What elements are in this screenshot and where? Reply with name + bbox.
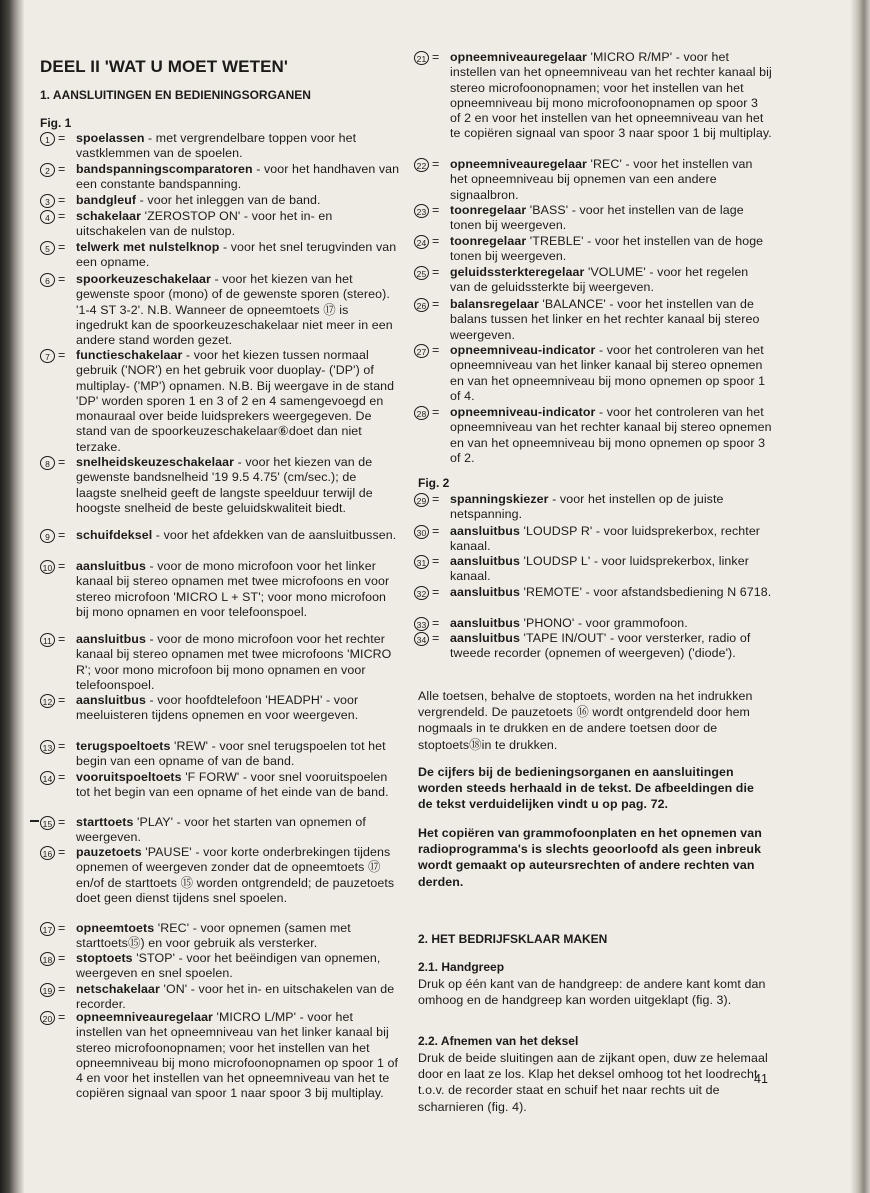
item-term: aansluitbus <box>76 559 146 573</box>
equals-sign: = <box>58 921 66 935</box>
equals-sign: = <box>58 739 66 753</box>
list-item <box>40 272 400 348</box>
item-term: aansluitbus <box>76 632 146 646</box>
item-text: - voor het kiezen van het gewenste spoor (mono) of de gewenste sporen (stereo). '1-4 ST 3-2'. N.B. Wanneer de opneemtoets ⑰ is ingedrukt kan de spoorkeuzeschakelaar niet meer in een andere stand worden gezet. <box>76 272 393 348</box>
item-number-badge: 30 <box>414 525 429 539</box>
item-body <box>450 297 772 343</box>
item-text: 'REW' - voor snel terugspoelen tot het begin van een opname of van de band. <box>76 739 386 769</box>
equals-sign: = <box>58 559 66 573</box>
item-text: 'REC' - voor opnemen (samen met starttoets⑮) en voor gebruik als versterker. <box>76 921 351 951</box>
item-number-badge: 5 <box>40 241 55 255</box>
item-term: toonregelaar <box>450 234 527 248</box>
item-body <box>450 203 772 234</box>
section-heading-2: 2. HET BEDRIJFSKLAAR MAKEN <box>418 932 608 946</box>
item-body <box>76 272 400 348</box>
list-item <box>40 240 400 271</box>
item-body <box>450 234 772 265</box>
item-number-badge: 4 <box>40 210 55 224</box>
item-number-badge: 19 <box>40 983 55 997</box>
item-term: bandgleuf <box>76 193 137 207</box>
item-number-badge: 1 <box>40 132 55 146</box>
item-term: stoptoets <box>76 951 133 965</box>
equals-sign: = <box>432 50 440 64</box>
list-item <box>40 559 400 620</box>
item-body <box>76 1010 400 1102</box>
item-text: 'LOUDSP L' - voor luidsprekerbox, linker kanaal. <box>450 554 749 584</box>
item-text: 'PLAY' - voor het starten van opnemen of weergeven. <box>76 815 366 845</box>
item-body <box>76 951 400 982</box>
item-body <box>76 209 400 240</box>
item-term: spanningskiezer <box>450 492 549 506</box>
item-text: 'TAPE IN/OUT' - voor versterker, radio of tweede recorder (opnemen of weergeven) ('diode'). <box>450 631 751 661</box>
item-term: schakelaar <box>76 209 142 223</box>
item-body <box>450 616 772 631</box>
item-number-badge: 29 <box>414 493 429 507</box>
item-body <box>450 50 772 142</box>
item-body <box>76 921 400 952</box>
item-text: - met vergrendelbare toppen voor het vastklemmen van de spoelen. <box>76 131 357 161</box>
list-item <box>40 131 400 162</box>
item-number-badge: 8 <box>40 456 55 470</box>
page-number: 41 <box>754 1072 768 1086</box>
item-number-badge: 32 <box>414 586 429 600</box>
item-term: netschakelaar <box>76 982 160 996</box>
list-item <box>40 209 400 240</box>
item-text: 'F FORW' - voor snel vooruitspoelen tot het begin van een opname of het einde van de band. <box>76 770 389 800</box>
item-text: 'STOP' - voor het beëindigen van opnemen, weergeven en snel spoelen. <box>76 951 381 981</box>
item-number-badge: 25 <box>414 266 429 280</box>
equals-sign: = <box>58 982 66 996</box>
item-text: 'MICRO L/MP' - voor het instellen van het opneemniveau van het linker kanaal bij stereo microfoonopnamen; voor het instellen van het opneemniveau bij mono microfoonopnamen op spoor 1 of 4 en voor het instellen van het opneemniveau van het te copiëren signaal van spoor 1 naar spoor 3 bij multiplay. <box>76 1010 399 1101</box>
item-text: - voor het kiezen tussen normaal gebruik ('NOR') en het gebruik voor duoplay- ('DP') of multiplay- ('MP') opnamen. N.B. Bij weergave in de stand 'DP' worden sporen 1 en 3 of 2 en 4 samengevoegd en monauraal over beide luidsprekers weergegeven. De stand van de spoorkeuzeschakelaar⑥doet dan niet terzake. <box>76 348 395 454</box>
item-text: - voor hoofdtelefoon 'HEADPH' - voor meeluisteren tijdens opnemen en voor weergeven. <box>76 693 359 723</box>
item-body <box>450 631 772 662</box>
item-term: bandspanningscomparatoren <box>76 162 253 176</box>
item-number-badge: 31 <box>414 555 429 569</box>
item-number-badge: 12 <box>40 694 55 708</box>
item-term: opneemniveau-indicator <box>450 343 596 357</box>
equals-sign: = <box>432 265 440 279</box>
item-term: opneemniveauregelaar <box>450 50 587 64</box>
equals-sign: = <box>58 272 66 286</box>
margin-mark <box>30 820 39 822</box>
item-text: 'REC' - voor het instellen van het opneemniveau bij opnemen van een andere signaalbron. <box>450 157 753 202</box>
equals-sign: = <box>58 240 66 254</box>
item-text: 'PHONO' - voor grammofoon. <box>519 616 688 630</box>
item-text: 'BALANCE' - voor het instellen van de balans tussen het linker en het rechter kanaal bij stereo weergeven. <box>450 297 760 342</box>
item-body <box>76 193 400 208</box>
item-body <box>76 739 400 770</box>
item-text: - voor de mono microfoon voor het rechter kanaal bij stereo opnamen met twee microfoons 'MICRO R'; voor mono microfoon bij mono opnamen en voor telefoonspoel. <box>76 632 392 692</box>
equals-sign: = <box>58 951 66 965</box>
list-item <box>40 951 400 982</box>
equals-sign: = <box>58 131 66 145</box>
equals-sign: = <box>58 162 66 176</box>
item-text: - voor de mono microfoon voor het linker kanaal bij stereo opnamen met twee microfoons en voor stereo microfoon 'MICRO L + ST'; voor mono microfoon bij mono opnamen en voor telefoonspoel. <box>76 559 390 619</box>
item-term: aansluitbus <box>450 554 520 568</box>
equals-sign: = <box>58 693 66 707</box>
item-text: - voor het afdekken van de aansluitbussen. <box>152 528 397 542</box>
item-term: functieschakelaar <box>76 348 183 362</box>
equals-sign: = <box>58 815 66 829</box>
page-edge-shadow <box>850 0 870 1193</box>
item-text: 'TREBLE' - voor het instellen van de hoge tonen bij weergeven. <box>450 234 764 264</box>
item-body <box>76 162 400 193</box>
item-term: schuifdeksel <box>76 528 153 542</box>
item-term: aansluitbus <box>450 631 520 645</box>
item-body <box>76 845 400 906</box>
list-item <box>414 524 772 555</box>
item-text: - voor het inleggen van de band. <box>136 193 321 207</box>
item-number-badge: 27 <box>414 344 429 358</box>
item-number-badge: 3 <box>40 194 55 208</box>
item-body <box>450 585 772 600</box>
item-body <box>76 770 400 801</box>
item-term: vooruitspoeltoets <box>76 770 182 784</box>
item-text: - voor het handhaven van een constante bandspanning. <box>76 162 400 192</box>
item-number-badge: 17 <box>40 922 55 936</box>
list-item <box>40 348 400 455</box>
item-term: pauzetoets <box>76 845 142 859</box>
equals-sign: = <box>432 631 440 645</box>
equals-sign: = <box>58 348 66 362</box>
item-number-badge: 34 <box>414 632 429 646</box>
list-item <box>414 343 772 404</box>
item-number-badge: 21 <box>414 51 429 65</box>
equals-sign: = <box>432 585 440 599</box>
section-heading-1: 1. AANSLUITINGEN EN BEDIENINGSORGANEN <box>40 88 311 102</box>
item-body <box>76 455 400 516</box>
list-item <box>40 815 400 846</box>
list-item <box>40 921 400 952</box>
item-number-badge: 6 <box>40 273 55 287</box>
list-item <box>414 616 772 631</box>
item-term: aansluitbus <box>450 524 520 538</box>
item-body <box>450 157 772 203</box>
item-term: telwerk met nulstelknop <box>76 240 220 254</box>
item-number-badge: 2 <box>40 163 55 177</box>
item-text: - voor het instellen op de juiste netspanning. <box>450 492 724 522</box>
item-number-badge: 24 <box>414 235 429 249</box>
equals-sign: = <box>58 770 66 784</box>
item-number-badge: 18 <box>40 952 55 966</box>
item-term: spoorkeuzeschakelaar <box>76 272 211 286</box>
list-item <box>40 632 400 693</box>
item-text: - voor het snel terugvinden van een opname. <box>76 240 397 270</box>
item-term: terugspoeltoets <box>76 739 171 753</box>
item-text: 'VOLUME' - voor het regelen van de geluidssterkte bij weergeven. <box>450 265 749 295</box>
paragraph-numbers: De cijfers bij de bedieningsorganen en aansluitingen worden steeds herhaald in de tekst. De afbeeldingen die de tekst verduidelijken vindt u op pag. 72. <box>418 765 754 812</box>
item-body <box>450 524 772 555</box>
list-item <box>40 193 400 208</box>
item-body <box>76 693 400 724</box>
paragraph-2-1: Druk op één kant van de handgreep: de andere kant komt dan omhoog en de handgreep kan worden uitgeklapt (fig. 3). <box>418 977 766 1008</box>
item-term: starttoets <box>76 815 134 829</box>
equals-sign: = <box>58 528 66 542</box>
item-term: opneemtoets <box>76 921 155 935</box>
list-item <box>414 157 772 203</box>
item-number-badge: 14 <box>40 771 55 785</box>
list-item <box>414 554 772 585</box>
item-term: aansluitbus <box>450 616 520 630</box>
item-text: 'PAUSE' - voor korte onderbrekingen tijdens opnemen of weergeven zonder dat de opneemtoets ⑰ en/of de starttoets ⑮ worden ontgrendeld; de pauzetoets doet geen dienst tijdens snel spoelen. <box>76 845 395 905</box>
list-item <box>414 492 772 523</box>
list-item <box>414 631 772 662</box>
list-item <box>40 528 400 543</box>
item-body <box>76 815 400 846</box>
list-item <box>40 693 400 724</box>
item-body <box>76 348 400 455</box>
item-body <box>450 492 772 523</box>
item-term: aansluitbus <box>450 585 520 599</box>
item-term: opneemniveauregelaar <box>76 1010 213 1024</box>
list-item <box>414 203 772 234</box>
equals-sign: = <box>432 492 440 506</box>
item-text: 'LOUDSP R' - voor luidsprekerbox, rechter kanaal. <box>450 524 761 554</box>
item-term: balansregelaar <box>450 297 539 311</box>
list-item <box>414 585 772 600</box>
item-text: 'REMOTE' - voor afstandsbediening N 6718. <box>519 585 772 599</box>
equals-sign: = <box>432 405 440 419</box>
item-text: - voor het kiezen van de gewenste bandsnelheid '19 9.5 4.75' (cm/sec.); de laagste snelheid geeft de langste speelduur terwijl de hoogste snelheid de beste geluidskwaliteit biedt. <box>76 455 373 515</box>
item-number-badge: 13 <box>40 740 55 754</box>
equals-sign: = <box>58 632 66 646</box>
list-item <box>40 162 400 193</box>
item-term: aansluitbus <box>76 693 146 707</box>
paragraph-keys: Alle toetsen, behalve de stoptoets, worden na het indrukken vergrendeld. De pauzetoets ⑯ wordt ontgrendeld door hem nogmaals in te drukken en de andere toetsen door de stoptoets⑱in te drukken. <box>418 689 753 752</box>
item-number-badge: 11 <box>40 633 55 647</box>
subsection-2-1: 2.1. Handgreep <box>418 960 505 974</box>
item-number-badge: 10 <box>40 560 55 574</box>
page-title: DEEL II 'WAT U MOET WETEN' <box>40 57 289 76</box>
equals-sign: = <box>58 209 66 223</box>
item-body <box>76 131 400 162</box>
item-term: spoelassen <box>76 131 145 145</box>
item-text: 'ZEROSTOP ON' - voor het in- en uitschakelen van de nulstop. <box>76 209 333 239</box>
list-item <box>40 770 400 801</box>
item-number-badge: 7 <box>40 349 55 363</box>
item-number-badge: 15 <box>40 816 55 830</box>
list-item <box>40 739 400 770</box>
paragraph-2-2: Druk de beide sluitingen aan de zijkant open, duw ze helemaal door en laat ze los. Klap het deksel omhoog tot het loodrecht t.o.v. de recorder staat en schuif het naar rechts uit de scharnieren (fig. 4). <box>418 1051 768 1114</box>
list-item <box>40 455 400 516</box>
equals-sign: = <box>58 845 66 859</box>
item-body <box>76 528 400 543</box>
equals-sign: = <box>432 297 440 311</box>
item-body <box>76 632 400 693</box>
equals-sign: = <box>432 234 440 248</box>
list-item <box>40 1010 400 1102</box>
item-number-badge: 33 <box>414 617 429 631</box>
list-item <box>40 845 400 906</box>
item-body <box>76 240 400 271</box>
equals-sign: = <box>432 524 440 538</box>
item-number-badge: 23 <box>414 204 429 218</box>
list-item <box>414 265 772 296</box>
list-item <box>414 405 772 466</box>
paragraph-copyright: Het copiëren van grammofoonplaten en het opnemen van radioprogramma's is slechts geoorloofd als geen inbreuk wordt gemaakt op auteursrechten of andere rechten van derden. <box>418 826 762 889</box>
item-body <box>450 343 772 404</box>
item-body <box>76 982 400 1013</box>
item-text: - voor het controleren van het opneemniveau van het rechter kanaal bij stereo opnemen en van het opneemniveau bij mono opnemen op spoor 3 of 2. <box>450 405 772 465</box>
item-body <box>450 265 772 296</box>
equals-sign: = <box>432 157 440 171</box>
fig2-label: Fig. 2 <box>418 476 450 490</box>
equals-sign: = <box>58 1010 66 1024</box>
item-term: opneemniveauregelaar <box>450 157 587 171</box>
list-item <box>414 297 772 343</box>
equals-sign: = <box>432 616 440 630</box>
item-text: 'MICRO R/MP' - voor het instellen van het opneemniveau van het rechter kanaal bij stereo microfoonopnamen; voor het instellen van het opneemniveau bij mono microfoonopnamen op spoor 3 of 2 en voor het instellen van het opneemniveau van het te copiëren signaal van spoor 3 naar spoor 1 bij multiplay. <box>450 50 772 141</box>
item-number-badge: 9 <box>40 529 55 543</box>
item-number-badge: 22 <box>414 158 429 172</box>
item-number-badge: 26 <box>414 298 429 312</box>
item-term: snelheidskeuzeschakelaar <box>76 455 235 469</box>
item-number-badge: 16 <box>40 846 55 860</box>
equals-sign: = <box>432 343 440 357</box>
item-text: 'BASS' - voor het instellen van de lage tonen bij weergeven. <box>450 203 744 233</box>
item-text: 'ON' - voor het in- en uitschakelen van de recorder. <box>76 982 395 1012</box>
item-term: opneemniveau-indicator <box>450 405 596 419</box>
item-term: geluidssterkteregelaar <box>450 265 585 279</box>
list-item <box>414 234 772 265</box>
equals-sign: = <box>58 193 66 207</box>
fig1-label: Fig. 1 <box>40 116 72 130</box>
item-number-badge: 20 <box>40 1011 55 1025</box>
equals-sign: = <box>432 554 440 568</box>
equals-sign: = <box>432 203 440 217</box>
equals-sign: = <box>58 455 66 469</box>
subsection-2-2: 2.2. Afnemen van het deksel <box>418 1034 579 1048</box>
item-body <box>450 554 772 585</box>
item-term: toonregelaar <box>450 203 527 217</box>
item-text: - voor het controleren van het opneemniveau van het linker kanaal bij stereo opnemen en van het opneemniveau bij mono opnemen op spoor 1 of 4. <box>450 343 766 403</box>
list-item <box>40 982 400 1013</box>
page-binding-shadow <box>0 0 24 1193</box>
item-body <box>76 559 400 620</box>
item-body <box>450 405 772 466</box>
item-number-badge: 28 <box>414 406 429 420</box>
list-item <box>414 50 772 142</box>
